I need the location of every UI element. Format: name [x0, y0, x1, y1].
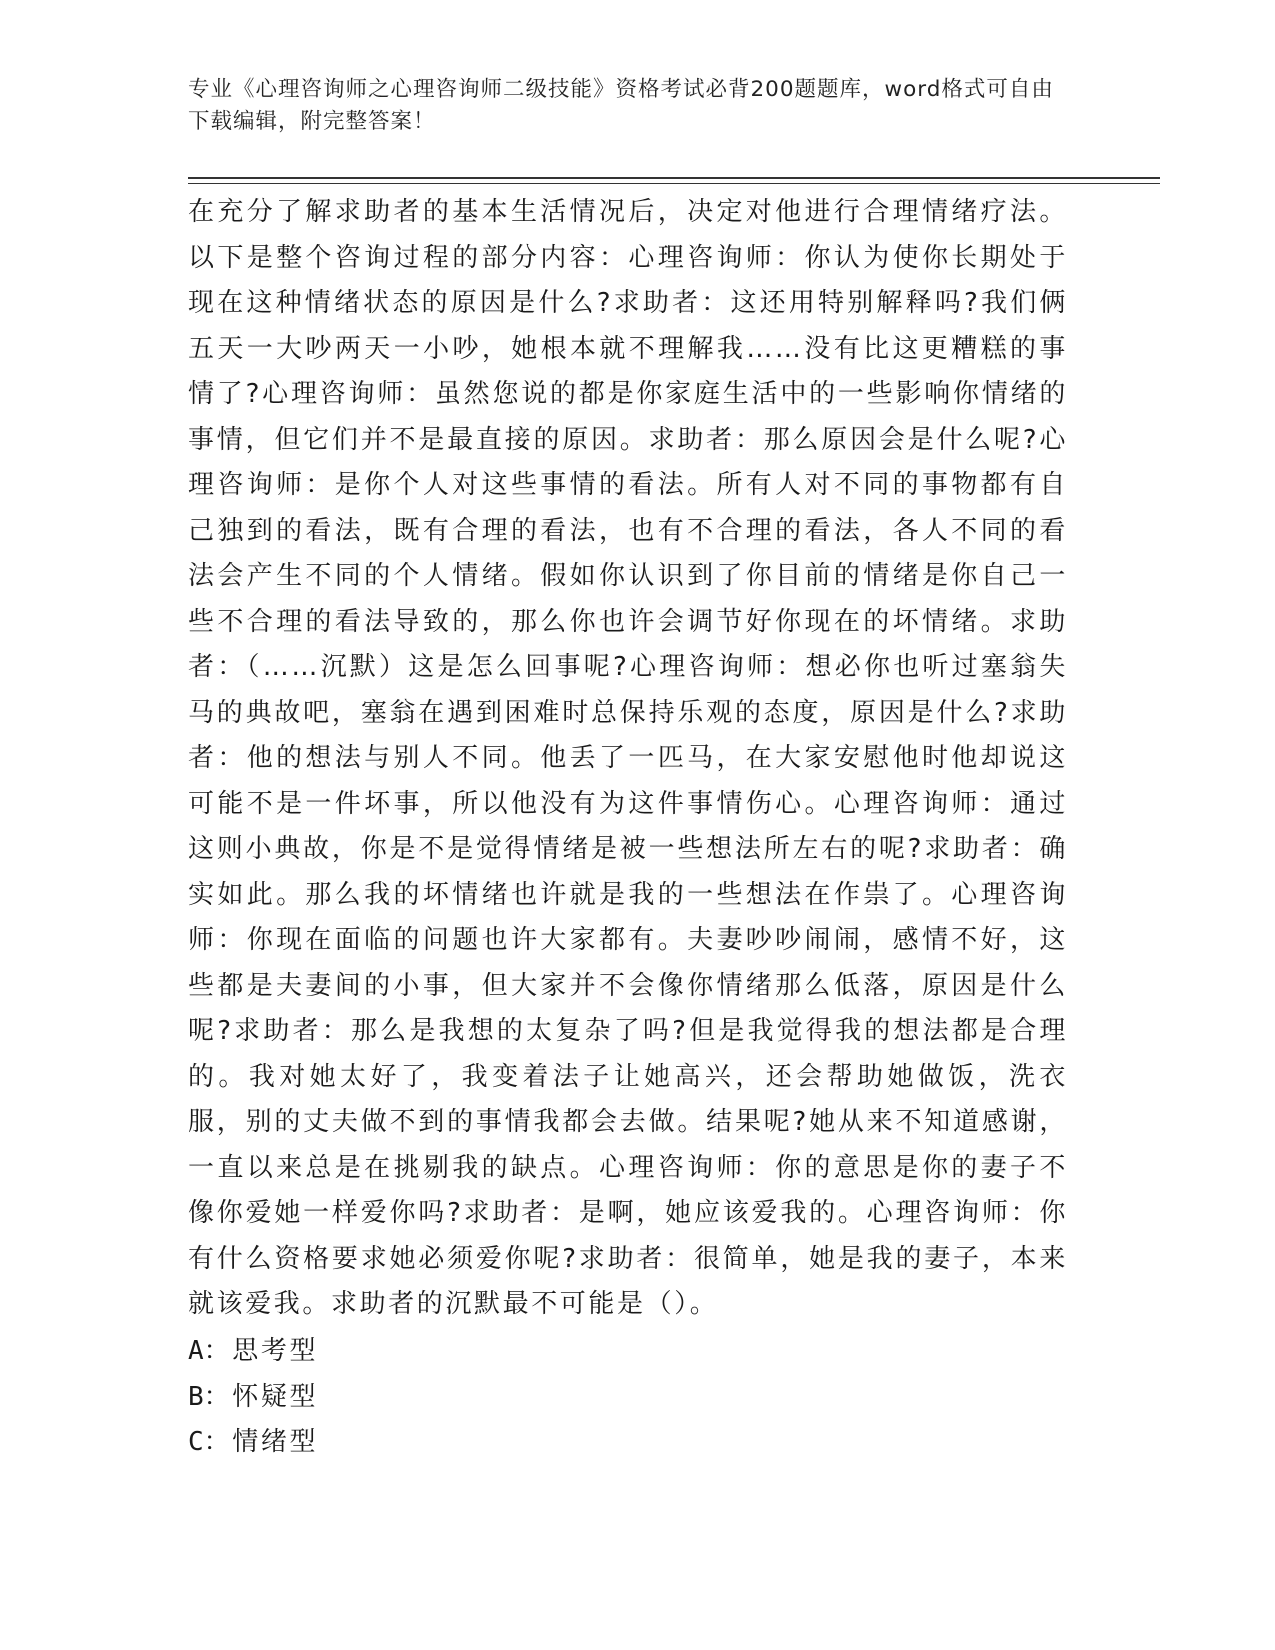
option-letter: B: [188, 1381, 204, 1412]
option-text: 怀疑型: [232, 1381, 319, 1412]
header-divider-thin: [188, 183, 1160, 184]
answer-options: [188, 1329, 318, 1466]
option-a: [188, 1329, 318, 1375]
question-text: 在充分了解求助者的基本生活情况后，决定对他进行合理情绪疗法。以下是整个咨询过程的部分内容：心理咨询师：你认为使你长期处于现在这种情绪状态的原因是什么?求助者：这还用特别解释吗?我们俩五天一大吵两天一小吵，她根本就不理解我……没有比这更糟糕的事情了?心理咨询师：虽然您说的都是你家庭生活中的一些影响你情绪的事情，但它们并不是最直接的原因。求助者：那么原因会是什么呢?心理咨询师：是你个人对这些事情的看法。所有人对不同的事物都有自己独到的看法，既有合理的看法，也有不合理的看法，各人不同的看法会产生不同的个人情绪。假如你认识到了你目前的情绪是你自己一些不合理的看法导致的，那么你也许会调节好你现在的坏情绪。求助者：（……沉默）这是怎么回事呢?心理咨询师：想必你也听过塞翁失马的典故吧，塞翁在遇到困难时总保持乐观的态度，原因是什么?求助者：他的想法与别人不同。他丢了一匹马，在大家安慰他时他却说这可能不是一件坏事，所以他没有为这件事情伤心。心理咨询师：通过这则小典故，你是不是觉得情绪是被一些想法所左右的呢?求助者：确实如此。那么我的坏情绪也许就是我的一些想法在作祟了。心理咨询师：你现在面临的问题也许大家都有。夫妻吵吵闹闹，感情不好，这些都是夫妻间的小事，但大家并不会像你情绪那么低落，原因是什么呢?求助者：那么是我想的太复杂了吗?但是我觉得我的想法都是合理的。我对她太好了，我变着法子让她高兴，还会帮助她做饭，洗衣服，别的丈夫做不到的事情我都会去做。结果呢?她从来不知道感谢，一直以来总是在挑剔我的缺点。心理咨询师：你的意思是你的妻子不像你爱她一样爱你吗?求助者：是啊，她应该爱我的。心理咨询师：你有什么资格要求她必须爱你呢?求助者：很简单，她是我的妻子，本来就该爱我。求助者的沉默最不可能是（）。: [188, 197, 1068, 1319]
option-text: 思考型: [232, 1336, 319, 1366]
option-text: 情绪型: [232, 1427, 319, 1457]
option-letter: C: [188, 1427, 204, 1457]
option-separator: ：: [203, 1336, 233, 1366]
header-divider-thick: [188, 177, 1160, 179]
option-separator: ：: [203, 1427, 233, 1457]
option-separator: ：: [203, 1381, 233, 1412]
option-c: [188, 1420, 318, 1466]
option-letter: A: [188, 1336, 204, 1366]
page-header: 专业《心理咨询师之心理咨询师二级技能》资格考试必背200题题库，word格式可自由下载编辑，附完整答案！: [188, 77, 1054, 134]
option-b: [188, 1375, 318, 1421]
